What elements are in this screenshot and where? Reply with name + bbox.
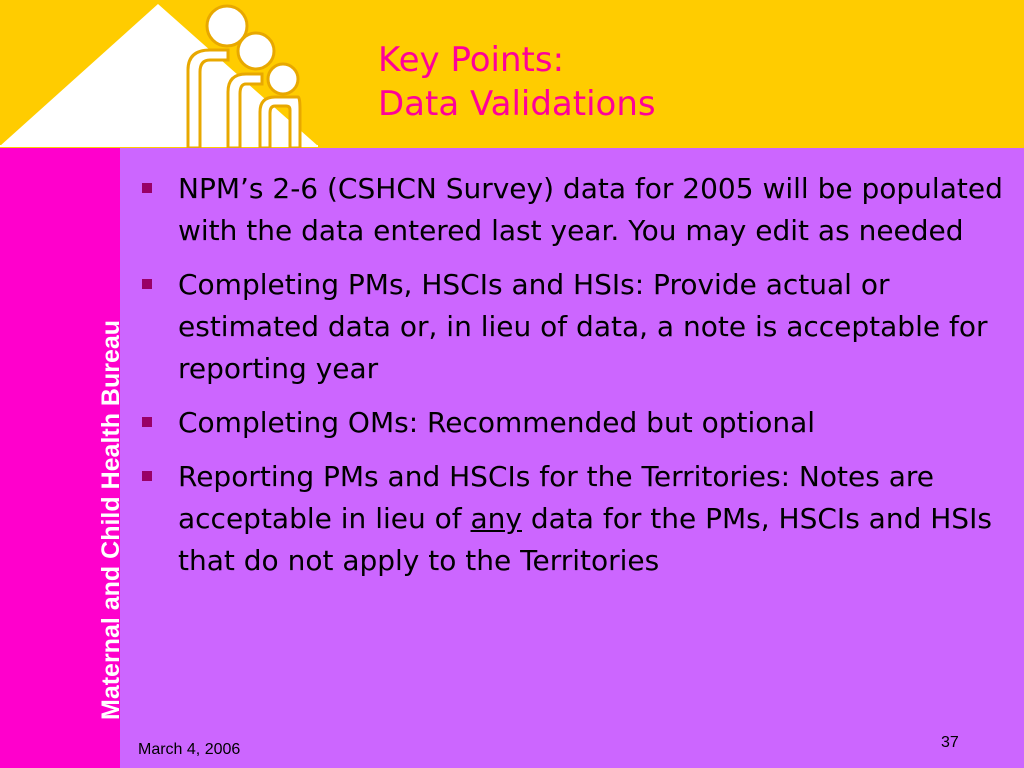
title-line-2: Data Validations (378, 84, 656, 124)
bullet-square-icon (142, 183, 152, 193)
sidebar-label: Maternal and Child Health Bureau (97, 319, 125, 720)
bullet-list (140, 168, 1010, 594)
bullet-square-icon (142, 417, 152, 427)
page-number: 37 (941, 734, 959, 751)
bullet-item (140, 168, 1010, 252)
bullet-text: Completing OMs: Recommended but optional (178, 406, 816, 439)
bullet-text: Completing PMs, HSCIs and HSIs: Provide actual or estimated data or, in lieu of data, a note is acceptable for reporting year (178, 268, 988, 385)
bullet-text-after: data for the PMs, HSCIs and HSIs that do not apply to the Territories (178, 502, 992, 577)
bullet-item (140, 456, 1010, 582)
family-logo-icon (0, 0, 330, 148)
bullet-text-before: Reporting PMs and HSCIs for the Territories: Notes are acceptable in lieu of (178, 460, 934, 535)
slide-title (378, 38, 656, 126)
bullet-text: NPM’s 2-6 (CSHCN Survey) data for 2005 will be populated with the data entered last year. You may edit as needed (178, 172, 1003, 247)
title-line-1: Key Points: (378, 40, 565, 80)
bullet-emphasis: any (470, 502, 522, 535)
bullet-item (140, 402, 1010, 444)
bullet-item (140, 264, 1010, 390)
bullet-square-icon (142, 279, 152, 289)
bullet-square-icon (142, 471, 152, 481)
footer-date: March 4, 2006 (138, 741, 241, 758)
